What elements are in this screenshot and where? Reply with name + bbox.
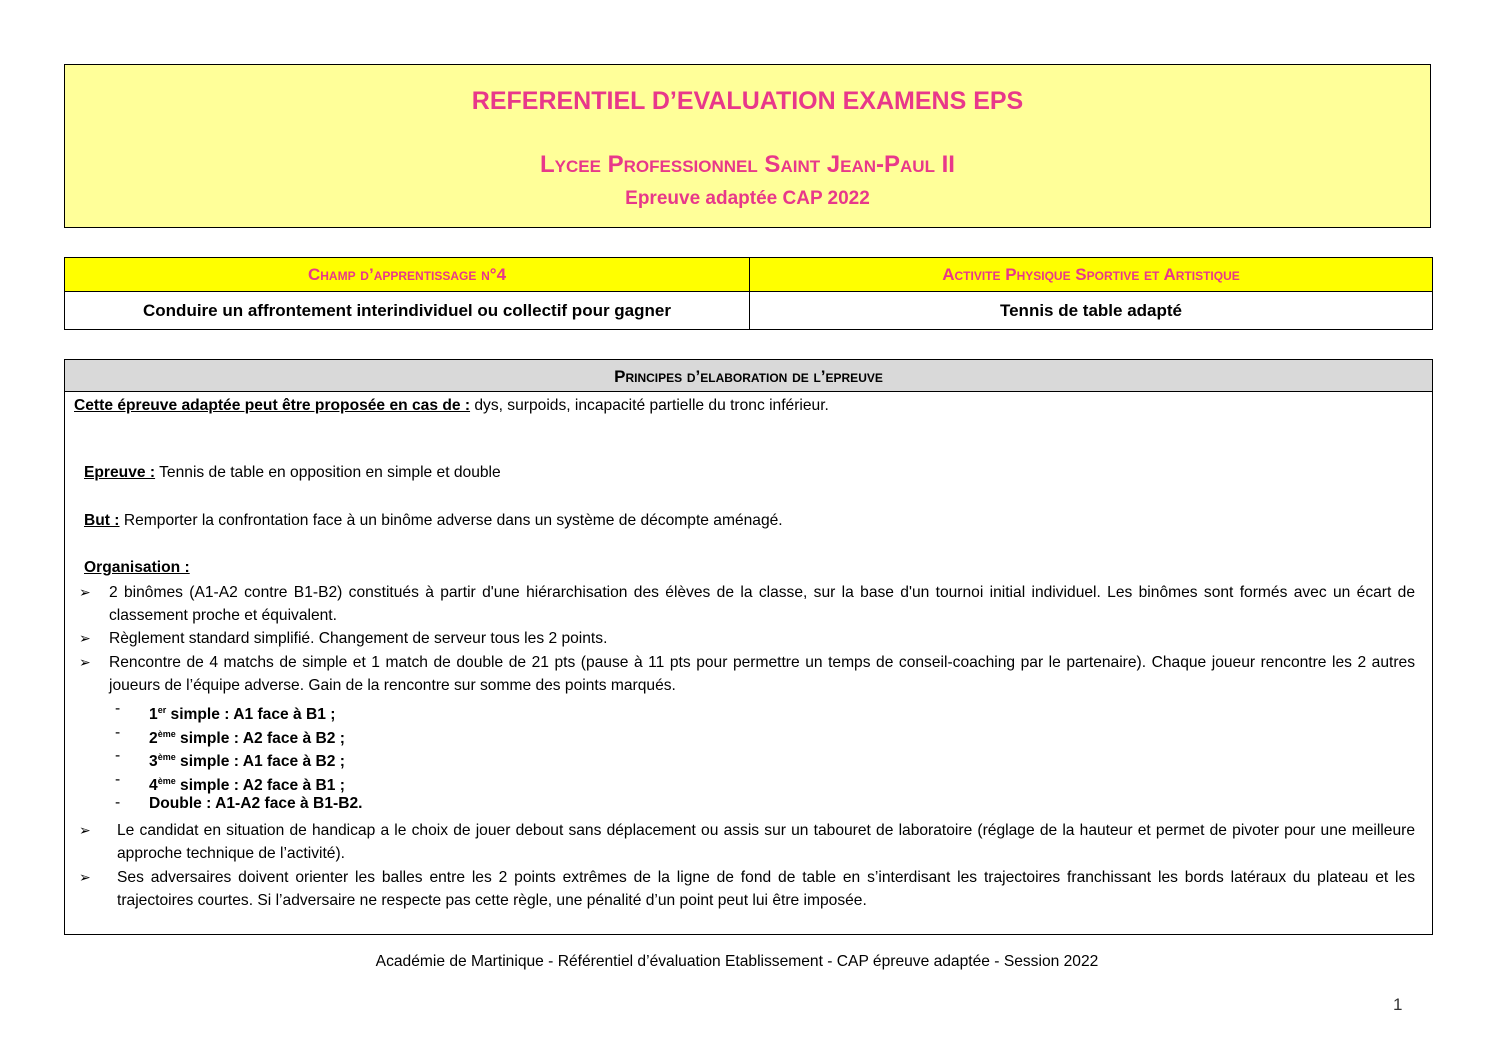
page-footer: Académie de Martinique - Référentiel d’évaluation Etablissement - CAP épreuve adaptée - Session 2022 (375, 953, 1099, 970)
principles-heading: Principes d’elaboration de l’epreuve (65, 360, 1432, 392)
but-line (84, 511, 783, 531)
field-value: Conduire un affrontement interindividuel ou collectif pour gagner (65, 292, 750, 330)
match-item: Double : A1-A2 face à B1-B2. (149, 795, 363, 812)
organisation-line (84, 558, 190, 578)
match-item: 1er simple : A1 face à B1 ; (149, 705, 336, 724)
intro-text: dys, surpoids, incapacité partielle du tronc inférieur. (470, 397, 829, 414)
match-item: 3ème simple : A1 face à B2 ; (149, 752, 345, 771)
field-header: Champ d’apprentissage n°4 (65, 258, 750, 292)
arrow-bullet-icon: ➢ (79, 584, 91, 600)
arrow-bullet-icon: ➢ (79, 654, 91, 670)
header-box (64, 64, 1431, 228)
arrow-bullet-icon: ➢ (79, 630, 91, 646)
document-title: REFERENTIEL D’EVALUATION EXAMENS EPS (471, 87, 1024, 115)
arrow-bullet-icon: ➢ (79, 869, 91, 885)
match-item: 2ème simple : A2 face à B2 ; (149, 729, 345, 748)
principles-section: Principes d’elaboration de l’epreuve Cette épreuve adaptée peut être proposée en cas de : dys, surpoids, incapacité partielle du tronc inférieur. Epreuve : Tennis de table en opposition en simple et double But : Remporter la confrontation face à un binôme adverse dans un système de décompte aménagé. Organisation : ➢ 2 binômes (A1-A2 contre B1-B2) constitués à partir d'une hiérarchisation des élèves de la classe, sur la base d'un tournoi initial individuel. Les binômes sont formés avec un écart de classement proche et équivalent. ➢ Règlement standard simplifié. Changement de serveur tous les 2 points. ➢ Rencontre de 4 matchs de simple et 1 match de double de 21 pts (pause à 11 pts pour permettre un temps de conseil-coaching par le partenaire). Chaque joueur rencontre les 2 autres joueurs de l’équipe adverse. Gain de la rencontre sur somme des points marqués. - 1er simple : A1 face à B1 ; - 2ème simple : A2 face à B2 ; - 3ème simple : A1 face à B2 ; - 4ème simple : A2 face à B1 ; - Double : A1-A2 face à B1-B2. ➢ Le candidat en situation de handicap a le choix de jouer debout sans déplacement ou assis sur un tabouret de laboratoire (réglage de la hauteur et permet de pivoter pour une meilleure approche technique de l’activité). ➢ Ses adversaires doivent orienter les balles entre les 2 points extrêmes de la ligne de fond de table en s’interdisant les trajectoires franchissant les bords latéraux du plateau et les trajectoires courtes. Si l’adversaire ne respecte pas cette règle, une pénalité d’un point peut lui être imposée. (64, 359, 1433, 935)
activity-value: Tennis de table adapté (750, 292, 1433, 330)
activity-header: Activite Physique Sportive et Artistique (750, 258, 1433, 292)
epreuve-line (84, 463, 501, 483)
but-label: But : (84, 512, 120, 529)
bullet-text: Ses adversaires doivent orienter les balles entre les 2 points extrêmes de la ligne de fond de table en s’interdisant les trajectoires franchissant les bords latéraux du plateau et les trajectoires courtes. Si l’adversaire ne respecte pas cette règle, une pénalité d’un point peut lui être imposée. (117, 869, 1415, 909)
bullet-text: Rencontre de 4 matchs de simple et 1 match de double de 21 pts (pause à 11 pts pour permettre un temps de conseil-coaching par le partenaire). Chaque joueur rencontre les 2 autres joueurs de l’équipe adverse. Gain de la rencontre sur somme des points marqués. (109, 654, 1415, 694)
page-number: 1 (1393, 995, 1403, 1014)
but-text: Remporter la confrontation face à un binôme adverse dans un système de décompte aménagé. (119, 512, 783, 529)
arrow-bullet-icon: ➢ (79, 822, 91, 838)
bullet-text: Le candidat en situation de handicap a le choix de jouer debout sans déplacement ou assis sur un tabouret de laboratoire (réglage de la hauteur et permet de pivoter pour une meilleure approche technique de l’activité). (117, 822, 1415, 862)
school-name: Lycee Professionnel Saint Jean-Paul II (540, 151, 955, 178)
epreuve-text: Tennis de table en opposition en simple et double (155, 464, 501, 481)
bullet-text: Règlement standard simplifié. Changement de serveur tous les 2 points. (109, 630, 608, 647)
intro-line (74, 396, 829, 416)
organisation-label: Organisation : (84, 559, 190, 576)
bullet-text: 2 binômes (A1-A2 contre B1-B2) constitués à partir d'une hiérarchisation des élèves de la classe, sur la base d'un tournoi initial individuel. Les binômes sont formés avec un écart de classement proche et équivalent. (109, 584, 1415, 624)
intro-label: Cette épreuve adaptée peut être proposée en cas de : (74, 397, 471, 414)
exam-name: Epreuve adaptée CAP 2022 (625, 188, 870, 209)
field-table (64, 257, 1433, 330)
epreuve-label: Epreuve : (84, 464, 156, 481)
match-item: 4ème simple : A2 face à B1 ; (149, 776, 345, 795)
